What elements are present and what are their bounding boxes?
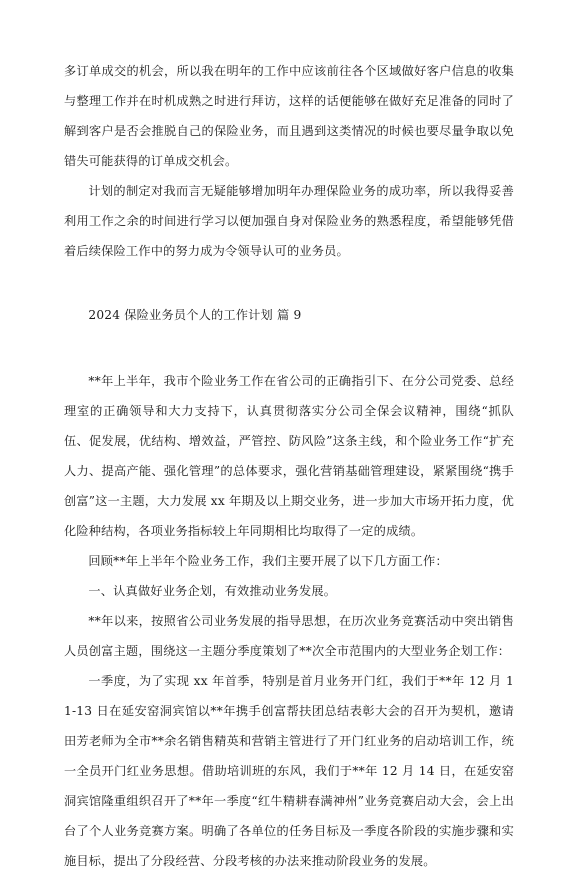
paragraph-intro: **年上半年，我市个险业务工作在省公司的正确指引下、在分公司党委、总经理室的正确领导和大力支持下，认真贯彻落实分公司全保会议精神，围绕“抓队伍、促发展，优结构、增效益，严管控、防风险”这条主线，和个险业务工作“扩充人力、提高产能、强化管理”的总体要求，强化营销基础管理建设，紧紧围绕“携手创富”这一主题，大力发展 xx 年期及以上期交业务，进一步加大市场开拓力度，优化险种结构，各项业务指标较上年同期相比均取得了一定的成绩。	[64, 374, 514, 538]
paragraph-plan: 计划的制定对我而言无疑能够增加明年办理保险业务的成功率，所以我得妥善利用工作之余的时间进行学习以便加强自身对保险业务的熟悉程度，希望能够凭借着后续保险工作中的努力成为令领导认可的业务员。	[64, 184, 514, 258]
paragraph-continued: 多订单成交的机会，所以我在明年的工作中应该前往各个区域做好客户信息的收集与整理工作并在时机成熟之时进行拜访，这样的话便能够在做好充足准备的同时了解到客户是否会推脱自己的保险业务，而且遇到这类情况的时候也要尽量争取以免错失可能获得的订单成交机会。	[64, 64, 514, 168]
paragraph-q1: 一季度，为了实现 xx 年首季，特别是首月业务开门红，我们于**年 12 月 11-13 日在延安窑洞宾馆以**年携手创富帮扶团总结表彰大会的召开为契机，邀请田芳老师为全市**余名销售精英和营销主管进行了开门红业务的启动培训工作，统一全员开门红业务思想。借助培训班的东风，我们于**年 12 月 14 日，在延安窑洞宾馆隆重组织召开了**年一季度“红牛精耕春满神州”业务竞赛启动大会，会上出台了个人业务竞赛方案。明确了各单位的任务目标及一季度各阶段的实施步骤和实施目标，提出了分段经营、分段考核的办法来推动阶段业务的发展。	[64, 674, 514, 868]
paragraph-review: 回顾**年上半年个险业务工作，我们主要开展了以下几方面工作：	[88, 554, 448, 568]
paragraph-since: **年以来，按照省公司业务发展的指导思想，在历次业务竞赛活动中突出销售人员创富主题，围绕这一主题分季度策划了**次全市范围内的大型业务企划工作：	[64, 614, 514, 658]
paragraph-point-1: 一、认真做好业务企划，有效推动业务发展。	[88, 584, 337, 598]
section-title: 2024 保险业务员个人的工作计划 篇 9	[88, 308, 302, 322]
